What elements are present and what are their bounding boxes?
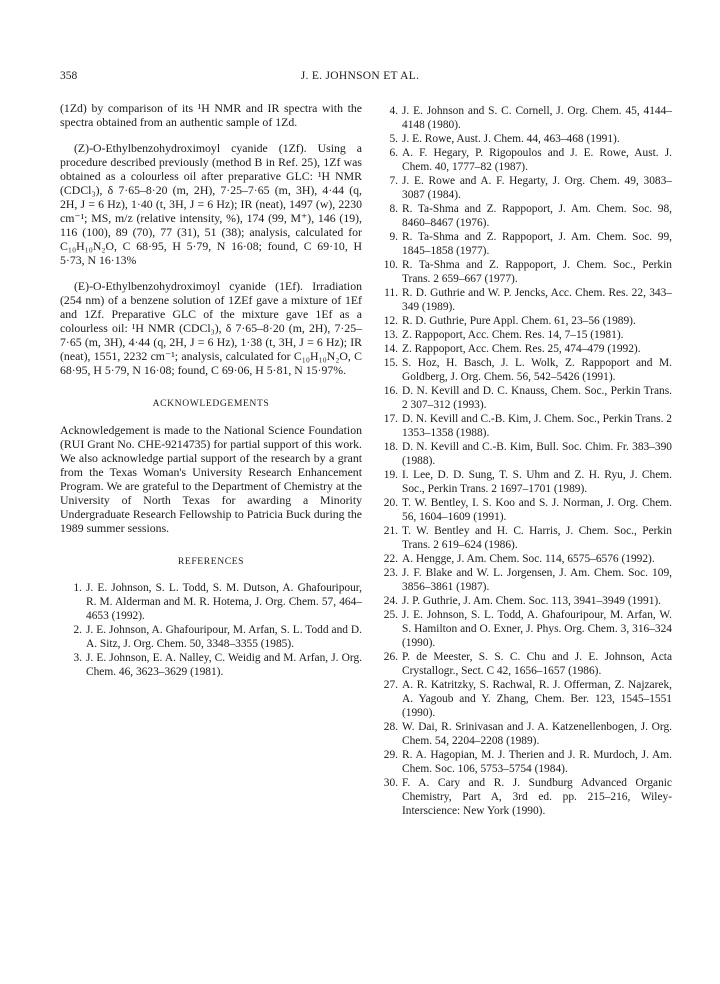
reference-item bbox=[376, 720, 672, 748]
reference-number: 25. bbox=[383, 609, 398, 621]
reference-item bbox=[376, 468, 672, 496]
reference-number: 23. bbox=[383, 567, 398, 579]
reference-item bbox=[376, 440, 672, 468]
reference-text: R. A. Hagopian, M. J. Therien and J. R. Murdoch, J. Am. Chem. Soc. 106, 5753–5754 (1984). bbox=[402, 749, 672, 775]
reference-text: J. E. Rowe and A. F. Hegarty, J. Org. Chem. 49, 3083–3087 (1984). bbox=[402, 175, 672, 201]
reference-text: J. E. Johnson, S. L. Todd, A. Ghafouripour, M. Arfan, W. S. Hamilton and O. Exner, J. Phys. Org. Chem. 3, 316–324 (1990). bbox=[402, 609, 672, 649]
references-heading: REFERENCES bbox=[177, 556, 245, 567]
reference-text: I. Lee, D. D. Sung, T. S. Uhm and Z. H. Ryu, J. Chem. Soc., Perkin Trans. 2 1697–1701 (1989). bbox=[402, 469, 672, 495]
reference-text: R. Ta-Shma and Z. Rappoport, J. Chem. Soc., Perkin Trans. 2 659–667 (1977). bbox=[402, 259, 672, 285]
reference-item bbox=[60, 651, 362, 679]
reference-number: 11. bbox=[384, 287, 398, 299]
reference-text: S. Hoz, H. Basch, J. L. Wolk, Z. Rappoport and M. Goldberg, J. Org. Chem. 56, 542–5426 (1991). bbox=[402, 357, 672, 383]
reference-number: 29. bbox=[383, 749, 398, 761]
reference-item bbox=[376, 230, 672, 258]
reference-item bbox=[376, 258, 672, 286]
reference-text: Z. Rappoport, Acc. Chem. Res. 14, 7–15 (1981). bbox=[402, 329, 624, 341]
reference-number: 4. bbox=[389, 105, 398, 117]
reference-number: 5. bbox=[389, 133, 398, 145]
reference-number: 14. bbox=[383, 343, 398, 355]
reference-item bbox=[376, 748, 672, 776]
reference-item bbox=[376, 496, 672, 524]
reference-number: 18. bbox=[383, 441, 398, 453]
reference-number: 28. bbox=[383, 721, 398, 733]
reference-number: 22. bbox=[383, 553, 398, 565]
reference-text: A. R. Katritzky, S. Rachwal, R. J. Offerman, Z. Najzarek, A. Yagoub and Y. Zhang, Chem. Ber. 123, 1545–1551 (1990). bbox=[402, 679, 672, 719]
reference-text: R. D. Guthrie, Pure Appl. Chem. 61, 23–56 (1989). bbox=[402, 315, 636, 327]
reference-text: D. N. Kevill and D. C. Knauss, Chem. Soc., Perkin Trans. 2 307–312 (1993). bbox=[402, 385, 672, 411]
reference-text: J. F. Blake and W. L. Jorgensen, J. Am. Chem. Soc. 109, 3856–3861 (1987). bbox=[402, 567, 672, 593]
reference-item bbox=[376, 342, 672, 356]
reference-text: R. D. Guthrie and W. P. Jencks, Acc. Chem. Res. 22, 343–349 (1989). bbox=[402, 287, 672, 313]
reference-item bbox=[376, 314, 672, 328]
reference-text: A. Hengge, J. Am. Chem. Soc. 114, 6575–6576 (1992). bbox=[402, 553, 655, 565]
reference-number: 16. bbox=[383, 385, 398, 397]
reference-number: 9. bbox=[389, 231, 398, 243]
reference-item bbox=[376, 594, 672, 608]
reference-number: 7. bbox=[389, 175, 398, 187]
reference-text: J. P. Guthrie, J. Am. Chem. Soc. 113, 3941–3949 (1991). bbox=[402, 595, 662, 607]
reference-text: J. E. Johnson, S. L. Todd, S. M. Dutson, A. Ghafouripour, R. M. Alderman and M. R. Hotema, J. Org. Chem. 57, 464–4653 (1992). bbox=[86, 582, 362, 622]
reference-number: 8. bbox=[389, 203, 398, 215]
reference-text: A. F. Hegary, P. Rigopoulos and J. E. Rowe, Aust. J. Chem. 40, 1777–82 (1987). bbox=[402, 147, 672, 173]
reference-item bbox=[376, 678, 672, 720]
reference-item bbox=[376, 650, 672, 678]
reference-item bbox=[376, 202, 672, 230]
reference-item bbox=[376, 552, 672, 566]
reference-list bbox=[60, 581, 362, 679]
reference-number: 24. bbox=[383, 595, 398, 607]
reference-text: W. Dai, R. Srinivasan and J. A. Katzenellenbogen, J. Org. Chem. 54, 2204–2208 (1989). bbox=[402, 721, 672, 747]
reference-number: 10. bbox=[383, 259, 398, 271]
reference-text: J. E. Johnson and S. C. Cornell, J. Org. Chem. 45, 4144–4148 (1980). bbox=[402, 105, 672, 131]
reference-item bbox=[376, 608, 672, 650]
reference-item bbox=[376, 104, 672, 132]
reference-item bbox=[60, 581, 362, 623]
reference-item bbox=[376, 566, 672, 594]
reference-text: F. A. Cary and R. J. Sundburg Advanced Organic Chemistry, Part A, 3rd ed. pp. 215–216, Wiley-Interscience: New York (1990). bbox=[402, 777, 672, 817]
reference-text: P. de Meester, S. S. C. Chu and J. E. Johnson, Acta Crystallogr., Sect. C 42, 1656–1657 (1986). bbox=[402, 651, 672, 677]
reference-text: D. N. Kevill and C.-B. Kim, Bull. Soc. Chim. Fr. 383–390 (1988). bbox=[402, 441, 672, 467]
reference-text: R. Ta-Shma and Z. Rappoport, J. Am. Chem. Soc. 98, 8460–8467 (1976). bbox=[402, 203, 672, 229]
reference-number: 2. bbox=[73, 624, 82, 636]
reference-list bbox=[376, 104, 672, 818]
acknowledgements-text: Acknowledgement is made to the National Science Foundation (RUI Grant No. CHE-9214735) for partial support of this work. We also acknowledge partial support of the research by a grant from the Texas Woman's University Research Enhancement Program. We are grateful to the Department of Chemistry at the University of North Texas for awarding a Minority Undergraduate Research Fellowship to Patricia Buck during the 1989 summer sessions. bbox=[60, 423, 362, 535]
reference-item bbox=[376, 328, 672, 342]
reference-number: 3. bbox=[73, 652, 82, 664]
reference-number: 21. bbox=[383, 525, 398, 537]
reference-item bbox=[60, 623, 362, 651]
acknowledgements-heading: ACKNOWLEDGEMENTS bbox=[152, 398, 270, 409]
reference-number: 17. bbox=[383, 413, 398, 425]
reference-number: 13. bbox=[383, 329, 398, 341]
page-header bbox=[60, 70, 660, 86]
body-paragraph: (1Zd) by comparison of its ¹H NMR and IR spectra with the spectra obtained from an authentic sample of 1Zd. bbox=[60, 101, 362, 129]
reference-item bbox=[376, 384, 672, 412]
reference-text: T. W. Bentley and H. C. Harris, J. Chem. Soc., Perkin Trans. 2 619–624 (1986). bbox=[402, 525, 672, 551]
body-paragraph: (Z)-O-Ethylbenzohydroximoyl cyanide (1Zf). Using a procedure described previously (method B in Ref. 25), 1Zf was obtained as a colourless oil after preparative GLC: ¹H NMR (CDCl₃), δ 7·65–8·20 (m, 2H), 7·25–7·65 (m, 3H), 4·44 (q, 2H, J = 6 Hz), 1·40 (t, 3H, J = 6 Hz); IR (neat), 1497 (w), 2230 cm⁻¹; MS, m/z (relative intensity, %), 174 (99, M⁺), 146 (19), 116 (100), 89 (70), 77 (31), 51 (38); analysis, calculated for C₁₀H₁₀N₂O, C 68·95, H 5·79, N 16·08; found, C 69·10, H 5·73, N 16·13% bbox=[60, 141, 362, 267]
reference-item bbox=[376, 132, 672, 146]
right-column bbox=[376, 104, 672, 818]
running-head: J. E. JOHNSON ET AL. bbox=[300, 70, 420, 82]
body-paragraph: (E)-O-Ethylbenzohydroximoyl cyanide (1Ef). Irradiation (254 nm) of a benzene solution of 1ZEf gave a mixture of 1Ef and 1Zf. Preparative GLC of the mixture gave 1Ef as a colourless oil: ¹H NMR (CDCl₃), δ 7·65–8·20 (m, 2H), 7·25–7·65 (m, 3H), 4·44 (q, 2H, J = 6 Hz), 1·38 (t, 3H, J = 6 Hz); IR (neat), 1551, 2232 cm⁻¹; analysis, calculated for C₁₀H₁₀N₂O, C 68·95, H 5·79, N 16·08; found, C 69·06, H 5·81, N 15·97%. bbox=[60, 279, 362, 377]
reference-text: J. E. Rowe, Aust. J. Chem. 44, 463–468 (1991). bbox=[402, 133, 620, 145]
reference-number: 30. bbox=[383, 777, 398, 789]
reference-number: 20. bbox=[383, 497, 398, 509]
reference-item bbox=[376, 146, 672, 174]
reference-number: 6. bbox=[389, 147, 398, 159]
reference-item bbox=[376, 524, 672, 552]
reference-number: 19. bbox=[383, 469, 398, 481]
reference-number: 12. bbox=[383, 315, 398, 327]
reference-item bbox=[376, 412, 672, 440]
reference-item bbox=[376, 356, 672, 384]
reference-number: 1. bbox=[73, 582, 82, 594]
left-column bbox=[60, 101, 362, 679]
reference-item bbox=[376, 776, 672, 818]
reference-text: D. N. Kevill and C.-B. Kim, J. Chem. Soc., Perkin Trans. 2 1353–1358 (1988). bbox=[402, 413, 672, 439]
reference-item bbox=[376, 286, 672, 314]
reference-text: R. Ta-Shma and Z. Rappoport, J. Am. Chem. Soc. 99, 1845–1858 (1977). bbox=[402, 231, 672, 257]
reference-item bbox=[376, 174, 672, 202]
reference-text: J. E. Johnson, A. Ghafouripour, M. Arfan, S. L. Todd and D. A. Sitz, J. Org. Chem. 50, 3348–3355 (1985). bbox=[86, 624, 362, 650]
page-number: 358 bbox=[60, 70, 78, 82]
reference-number: 26. bbox=[383, 651, 398, 663]
reference-number: 15. bbox=[383, 357, 398, 369]
reference-number: 27. bbox=[383, 679, 398, 691]
reference-text: Z. Rappoport, Acc. Chem. Res. 25, 474–479 (1992). bbox=[402, 343, 641, 355]
reference-text: T. W. Bentley, I. S. Koo and S. J. Norman, J. Org. Chem. 56, 1604–1609 (1991). bbox=[402, 497, 672, 523]
reference-text: J. E. Johnson, E. A. Nalley, C. Weidig and M. Arfan, J. Org. Chem. 46, 3623–3629 (1981). bbox=[86, 652, 362, 678]
